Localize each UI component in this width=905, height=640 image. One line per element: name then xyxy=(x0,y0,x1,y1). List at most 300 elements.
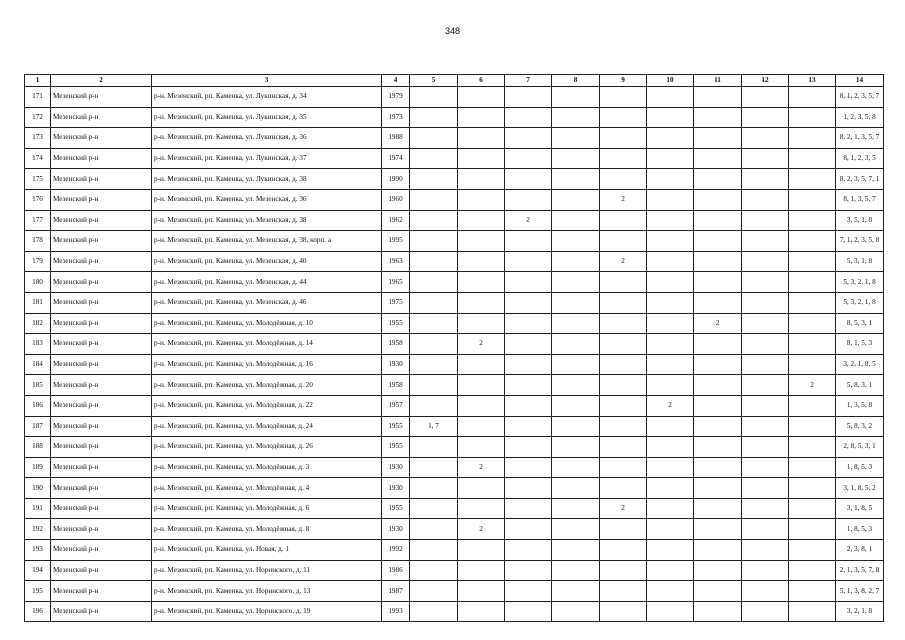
table-cell-col-8 xyxy=(552,169,600,190)
table-cell-col-11 xyxy=(694,540,742,561)
table-cell-col-2: Мезенский р-н xyxy=(51,601,152,622)
table-cell-col-9 xyxy=(600,334,647,355)
table-cell-col-14: 7, 1, 2, 3, 5, 8 xyxy=(836,231,884,252)
table-cell-col-13 xyxy=(789,210,836,231)
column-header-4: 4 xyxy=(382,75,410,87)
table-cell-col-7 xyxy=(505,457,552,478)
table-cell-col-4: 1958 xyxy=(382,334,410,355)
table-cell-col-8 xyxy=(552,87,600,108)
table-cell-col-7 xyxy=(505,189,552,210)
table-cell-col-14: 5, 8, 3, 2 xyxy=(836,416,884,437)
table-cell-col-2: Мезенский р-н xyxy=(51,189,152,210)
table-cell-col-1: 172 xyxy=(25,107,51,128)
table-cell-col-6 xyxy=(458,292,505,313)
table-cell-col-4: 1962 xyxy=(382,210,410,231)
table-cell-col-5 xyxy=(410,437,458,458)
table-cell-col-1: 180 xyxy=(25,272,51,293)
table-cell-col-2: Мезенский р-н xyxy=(51,107,152,128)
table-cell-col-9 xyxy=(600,292,647,313)
table-row xyxy=(25,540,884,561)
table-cell-col-6 xyxy=(458,601,505,622)
table-cell-col-8 xyxy=(552,601,600,622)
table-cell-col-6 xyxy=(458,540,505,561)
table-row xyxy=(25,601,884,622)
table-cell-col-5 xyxy=(410,251,458,272)
table-cell-col-13 xyxy=(789,148,836,169)
table-cell-col-11 xyxy=(694,231,742,252)
table-cell-col-8 xyxy=(552,437,600,458)
table-cell-col-9 xyxy=(600,478,647,499)
table-cell-col-11 xyxy=(694,375,742,396)
column-header-14: 14 xyxy=(836,75,884,87)
table-cell-col-4: 1958 xyxy=(382,375,410,396)
table-cell-col-5 xyxy=(410,148,458,169)
table-cell-col-6 xyxy=(458,498,505,519)
table-cell-col-8 xyxy=(552,395,600,416)
table-cell-col-2: Мезенский р-н xyxy=(51,251,152,272)
table-cell-col-12 xyxy=(742,395,789,416)
table-cell-col-2: Мезенский р-н xyxy=(51,375,152,396)
table-cell-col-8 xyxy=(552,540,600,561)
table-cell-col-3: р-н. Мезенский, рп. Каменка, ул. Мезенская, д. 38 xyxy=(152,210,382,231)
table-cell-col-4: 1957 xyxy=(382,395,410,416)
table-cell-col-11: 2 xyxy=(694,313,742,334)
table-cell-col-10 xyxy=(647,148,694,169)
table-cell-col-14: 2, 8, 5, 3, 1 xyxy=(836,437,884,458)
table-cell-col-13 xyxy=(789,107,836,128)
table-cell-col-11 xyxy=(694,498,742,519)
table-cell-col-7 xyxy=(505,478,552,499)
table-cell-col-3: р-н. Мезенский, рп. Каменка, ул. Мезенская, д. 44 xyxy=(152,272,382,293)
column-header-10: 10 xyxy=(647,75,694,87)
table-cell-col-4: 1988 xyxy=(382,128,410,149)
table-cell-col-10 xyxy=(647,478,694,499)
table-cell-col-7 xyxy=(505,251,552,272)
table-cell-col-10 xyxy=(647,169,694,190)
table-cell-col-12 xyxy=(742,457,789,478)
table-cell-col-4: 1930 xyxy=(382,354,410,375)
table-cell-col-10 xyxy=(647,210,694,231)
table-cell-col-13 xyxy=(789,251,836,272)
table-cell-col-5 xyxy=(410,189,458,210)
table-cell-col-13 xyxy=(789,292,836,313)
table-cell-col-8 xyxy=(552,334,600,355)
table-cell-col-1: 196 xyxy=(25,601,51,622)
table-cell-col-12 xyxy=(742,519,789,540)
table-cell-col-8 xyxy=(552,107,600,128)
table-cell-col-1: 193 xyxy=(25,540,51,561)
table-row xyxy=(25,581,884,602)
table-cell-col-10 xyxy=(647,128,694,149)
table-cell-col-9 xyxy=(600,231,647,252)
column-header-2: 2 xyxy=(51,75,152,87)
table-row xyxy=(25,313,884,334)
table-cell-col-9 xyxy=(600,581,647,602)
table-cell-col-6 xyxy=(458,437,505,458)
table-cell-col-13 xyxy=(789,395,836,416)
table-cell-col-10 xyxy=(647,313,694,334)
table-cell-col-4: 1955 xyxy=(382,313,410,334)
table-cell-col-2: Мезенский р-н xyxy=(51,272,152,293)
table-row xyxy=(25,478,884,499)
table-cell-col-13 xyxy=(789,581,836,602)
table-cell-col-13 xyxy=(789,519,836,540)
table-cell-col-5 xyxy=(410,540,458,561)
table-cell-col-11 xyxy=(694,334,742,355)
table-cell-col-6 xyxy=(458,354,505,375)
table-cell-col-12 xyxy=(742,128,789,149)
table-cell-col-11 xyxy=(694,107,742,128)
table-cell-col-10 xyxy=(647,437,694,458)
table-row xyxy=(25,128,884,149)
table-cell-col-5 xyxy=(410,292,458,313)
table-cell-col-4: 1992 xyxy=(382,540,410,561)
table-cell-col-10 xyxy=(647,292,694,313)
table-row xyxy=(25,437,884,458)
table-cell-col-12 xyxy=(742,560,789,581)
table-cell-col-7 xyxy=(505,581,552,602)
table-cell-col-14: 2, 3, 8, 1 xyxy=(836,540,884,561)
table-cell-col-9 xyxy=(600,416,647,437)
column-header-7: 7 xyxy=(505,75,552,87)
table-cell-col-13 xyxy=(789,87,836,108)
table-cell-col-14: 3, 1, 8, 5, 2 xyxy=(836,478,884,499)
table-cell-col-13 xyxy=(789,354,836,375)
table-cell-col-5 xyxy=(410,210,458,231)
table-header xyxy=(25,75,884,87)
table-cell-col-6 xyxy=(458,272,505,293)
table-cell-col-3: р-н. Мезенский, рп. Каменка, ул. Молодёжная, д. 16 xyxy=(152,354,382,375)
table-cell-col-7 xyxy=(505,107,552,128)
table-cell-col-7 xyxy=(505,560,552,581)
table-cell-col-8 xyxy=(552,560,600,581)
table-cell-col-2: Мезенский р-н xyxy=(51,292,152,313)
table-cell-col-8 xyxy=(552,519,600,540)
table-cell-col-10 xyxy=(647,560,694,581)
table-cell-col-3: р-н. Мезенский, рп. Каменка, ул. Лукинская, д. 35 xyxy=(152,107,382,128)
table-cell-col-4: 1986 xyxy=(382,560,410,581)
table-cell-col-11 xyxy=(694,128,742,149)
table-cell-col-13 xyxy=(789,231,836,252)
table-cell-col-10 xyxy=(647,519,694,540)
table-cell-col-7 xyxy=(505,540,552,561)
table-cell-col-8 xyxy=(552,478,600,499)
table-cell-col-11 xyxy=(694,478,742,499)
table-cell-col-13 xyxy=(789,128,836,149)
table-cell-col-12 xyxy=(742,292,789,313)
table-cell-col-3: р-н. Мезенский, рп. Каменка, ул. Молодёжная, д. 10 xyxy=(152,313,382,334)
table-cell-col-3: р-н. Мезенский, рп. Каменка, ул. Лукинская, д. 36 xyxy=(152,128,382,149)
table-cell-col-6 xyxy=(458,128,505,149)
column-header-5: 5 xyxy=(410,75,458,87)
table-cell-col-2: Мезенский р-н xyxy=(51,354,152,375)
table-cell-col-1: 182 xyxy=(25,313,51,334)
column-header-8: 8 xyxy=(552,75,600,87)
table-cell-col-6 xyxy=(458,375,505,396)
table-cell-col-1: 188 xyxy=(25,437,51,458)
table-cell-col-7 xyxy=(505,519,552,540)
table-cell-col-9 xyxy=(600,601,647,622)
table-cell-col-13 xyxy=(789,601,836,622)
table-cell-col-2: Мезенский р-н xyxy=(51,87,152,108)
table-cell-col-9 xyxy=(600,272,647,293)
table-cell-col-10 xyxy=(647,540,694,561)
column-header-13: 13 xyxy=(789,75,836,87)
table-cell-col-5 xyxy=(410,375,458,396)
table-cell-col-2: Мезенский р-н xyxy=(51,437,152,458)
table-cell-col-2: Мезенский р-н xyxy=(51,334,152,355)
table-cell-col-3: р-н. Мезенский, рп. Каменка, ул. Молодёжная, д. 22 xyxy=(152,395,382,416)
column-header-3: 3 xyxy=(152,75,382,87)
table-cell-col-7 xyxy=(505,375,552,396)
table-row xyxy=(25,519,884,540)
table-cell-col-9 xyxy=(600,210,647,231)
table-cell-col-1: 183 xyxy=(25,334,51,355)
table-cell-col-14: 5, 3, 2, 1, 8 xyxy=(836,272,884,293)
table-cell-col-5 xyxy=(410,334,458,355)
table-cell-col-7 xyxy=(505,334,552,355)
table-cell-col-10: 2 xyxy=(647,395,694,416)
table-cell-col-8 xyxy=(552,354,600,375)
table-cell-col-11 xyxy=(694,87,742,108)
table-cell-col-6 xyxy=(458,560,505,581)
table-cell-col-1: 176 xyxy=(25,189,51,210)
table-cell-col-10 xyxy=(647,375,694,396)
table-cell-col-4: 1974 xyxy=(382,148,410,169)
table-cell-col-9 xyxy=(600,437,647,458)
table-cell-col-3: р-н. Мезенский, рп. Каменка, ул. Молодёжная, д. 8 xyxy=(152,519,382,540)
table-cell-col-11 xyxy=(694,210,742,231)
table-cell-col-12 xyxy=(742,313,789,334)
table-cell-col-14: 8, 2, 1, 3, 5, 7 xyxy=(836,128,884,149)
table-cell-col-6 xyxy=(458,251,505,272)
table-cell-col-3: р-н. Мезенский, рп. Каменка, ул. Молодёжная, д. 14 xyxy=(152,334,382,355)
table-cell-col-2: Мезенский р-н xyxy=(51,478,152,499)
table-cell-col-13 xyxy=(789,272,836,293)
table-cell-col-2: Мезенский р-н xyxy=(51,210,152,231)
table-cell-col-11 xyxy=(694,560,742,581)
table-cell-col-6 xyxy=(458,107,505,128)
table-cell-col-12 xyxy=(742,107,789,128)
table-cell-col-4: 1973 xyxy=(382,107,410,128)
table-cell-col-7 xyxy=(505,148,552,169)
table-cell-col-13: 2 xyxy=(789,375,836,396)
table-cell-col-14: 1, 2, 3, 5, 8 xyxy=(836,107,884,128)
table-cell-col-9: 2 xyxy=(600,189,647,210)
table-cell-col-14: 8, 1, 2, 3, 5 xyxy=(836,148,884,169)
table-cell-col-10 xyxy=(647,107,694,128)
table-cell-col-1: 175 xyxy=(25,169,51,190)
table-cell-col-2: Мезенский р-н xyxy=(51,395,152,416)
table-cell-col-3: р-н. Мезенский, рп. Каменка, ул. Лукинская, д. 37 xyxy=(152,148,382,169)
table-cell-col-14: 5, 8, 3, 1 xyxy=(836,375,884,396)
header-row xyxy=(25,75,884,87)
table-row xyxy=(25,231,884,252)
table-cell-col-2: Мезенский р-н xyxy=(51,519,152,540)
table-cell-col-11 xyxy=(694,292,742,313)
table-cell-col-14: 1, 3, 5, 8 xyxy=(836,395,884,416)
table-cell-col-2: Мезенский р-н xyxy=(51,457,152,478)
table-cell-col-10 xyxy=(647,457,694,478)
table-cell-col-12 xyxy=(742,210,789,231)
table-row xyxy=(25,148,884,169)
table-cell-col-12 xyxy=(742,189,789,210)
table-cell-col-13 xyxy=(789,416,836,437)
table-cell-col-12 xyxy=(742,437,789,458)
table-cell-col-6 xyxy=(458,416,505,437)
table-cell-col-10 xyxy=(647,354,694,375)
table-cell-col-2: Мезенский р-н xyxy=(51,169,152,190)
table-cell-col-10 xyxy=(647,189,694,210)
table-cell-col-6: 2 xyxy=(458,457,505,478)
table-cell-col-10 xyxy=(647,231,694,252)
table-cell-col-2: Мезенский р-н xyxy=(51,560,152,581)
table-cell-col-1: 179 xyxy=(25,251,51,272)
table-cell-col-11 xyxy=(694,519,742,540)
table-cell-col-11 xyxy=(694,416,742,437)
table-cell-col-1: 190 xyxy=(25,478,51,499)
table-cell-col-4: 1930 xyxy=(382,478,410,499)
table-row xyxy=(25,354,884,375)
table-cell-col-5 xyxy=(410,107,458,128)
table-cell-col-13 xyxy=(789,169,836,190)
table-cell-col-7 xyxy=(505,87,552,108)
table-cell-col-14: 5, 3, 1, 8 xyxy=(836,251,884,272)
table-cell-col-5 xyxy=(410,313,458,334)
table-cell-col-7 xyxy=(505,169,552,190)
registry-table xyxy=(24,74,884,622)
table-cell-col-2: Мезенский р-н xyxy=(51,128,152,149)
table-cell-col-5 xyxy=(410,395,458,416)
table-cell-col-6 xyxy=(458,231,505,252)
table-cell-col-9 xyxy=(600,87,647,108)
table-cell-col-9 xyxy=(600,148,647,169)
table-cell-col-13 xyxy=(789,457,836,478)
table-cell-col-12 xyxy=(742,251,789,272)
table-row xyxy=(25,210,884,231)
table-cell-col-3: р-н. Мезенский, рп. Каменка, ул. Молодёжная, д. 6 xyxy=(152,498,382,519)
table-cell-col-9 xyxy=(600,354,647,375)
table-cell-col-14: 8, 1, 3, 5, 7 xyxy=(836,189,884,210)
table-cell-col-1: 181 xyxy=(25,292,51,313)
table-cell-col-2: Мезенский р-н xyxy=(51,313,152,334)
table-cell-col-13 xyxy=(789,437,836,458)
table-cell-col-13 xyxy=(789,478,836,499)
table-cell-col-3: р-н. Мезенский, рп. Каменка, ул. Мезенская, д. 36 xyxy=(152,189,382,210)
table-cell-col-3: р-н. Мезенский, рп. Каменка, ул. Молодёжная, д. 20 xyxy=(152,375,382,396)
table-cell-col-8 xyxy=(552,457,600,478)
table-cell-col-2: Мезенский р-н xyxy=(51,498,152,519)
table-cell-col-5 xyxy=(410,498,458,519)
table-cell-col-4: 1955 xyxy=(382,416,410,437)
table-cell-col-1: 186 xyxy=(25,395,51,416)
table-cell-col-12 xyxy=(742,354,789,375)
table-cell-col-8 xyxy=(552,313,600,334)
table-cell-col-11 xyxy=(694,457,742,478)
table-row xyxy=(25,169,884,190)
column-header-9: 9 xyxy=(600,75,647,87)
table-cell-col-6 xyxy=(458,189,505,210)
table-cell-col-12 xyxy=(742,601,789,622)
table-cell-col-5 xyxy=(410,272,458,293)
table-cell-col-6 xyxy=(458,169,505,190)
table-cell-col-4: 1955 xyxy=(382,498,410,519)
table-cell-col-3: р-н. Мезенский, рп. Каменка, ул. Молодёжная, д. 24 xyxy=(152,416,382,437)
table-cell-col-1: 173 xyxy=(25,128,51,149)
table-cell-col-13 xyxy=(789,560,836,581)
table-cell-col-5 xyxy=(410,581,458,602)
table-cell-col-12 xyxy=(742,148,789,169)
table-cell-col-1: 192 xyxy=(25,519,51,540)
table-row xyxy=(25,251,884,272)
table-cell-col-12 xyxy=(742,169,789,190)
table-cell-col-7 xyxy=(505,601,552,622)
table-cell-col-9 xyxy=(600,560,647,581)
table-cell-col-7: 2 xyxy=(505,210,552,231)
table-cell-col-13 xyxy=(789,189,836,210)
table-cell-col-3: р-н. Мезенский, рп. Каменка, ул. Новая, д. 1 xyxy=(152,540,382,561)
table-cell-col-4: 1930 xyxy=(382,519,410,540)
table-cell-col-13 xyxy=(789,540,836,561)
table-cell-col-11 xyxy=(694,148,742,169)
table-cell-col-14: 1, 8, 5, 3 xyxy=(836,457,884,478)
table-cell-col-9: 2 xyxy=(600,251,647,272)
table-cell-col-2: Мезенский р-н xyxy=(51,416,152,437)
table-cell-col-9 xyxy=(600,519,647,540)
table-cell-col-3: р-н. Мезенский, рп. Каменка, ул. Норинского, д. 11 xyxy=(152,560,382,581)
table-cell-col-12 xyxy=(742,87,789,108)
table-row xyxy=(25,189,884,210)
table-cell-col-4: 1975 xyxy=(382,292,410,313)
table-cell-col-5 xyxy=(410,457,458,478)
table-cell-col-4: 1960 xyxy=(382,189,410,210)
table-cell-col-5 xyxy=(410,560,458,581)
table-cell-col-6 xyxy=(458,395,505,416)
table-body xyxy=(25,87,884,622)
table-cell-col-1: 191 xyxy=(25,498,51,519)
table-row xyxy=(25,498,884,519)
table-cell-col-11 xyxy=(694,395,742,416)
table-cell-col-1: 177 xyxy=(25,210,51,231)
table-cell-col-8 xyxy=(552,231,600,252)
table-cell-col-14: 2, 1, 3, 5, 7, 8 xyxy=(836,560,884,581)
table-cell-col-6: 2 xyxy=(458,519,505,540)
table-cell-col-9 xyxy=(600,395,647,416)
table-row xyxy=(25,292,884,313)
table-cell-col-9 xyxy=(600,169,647,190)
table-cell-col-6: 2 xyxy=(458,334,505,355)
table-cell-col-12 xyxy=(742,581,789,602)
table-cell-col-10 xyxy=(647,334,694,355)
table-cell-col-7 xyxy=(505,292,552,313)
table-row xyxy=(25,457,884,478)
table-cell-col-8 xyxy=(552,581,600,602)
table-cell-col-5 xyxy=(410,128,458,149)
table-cell-col-8 xyxy=(552,128,600,149)
table-cell-col-1: 178 xyxy=(25,231,51,252)
table-cell-col-11 xyxy=(694,354,742,375)
table-cell-col-4: 1930 xyxy=(382,457,410,478)
table-cell-col-12 xyxy=(742,334,789,355)
table-cell-col-7 xyxy=(505,128,552,149)
table-row xyxy=(25,416,884,437)
table-cell-col-5 xyxy=(410,354,458,375)
column-header-11: 11 xyxy=(694,75,742,87)
table-cell-col-7 xyxy=(505,395,552,416)
table-cell-col-6 xyxy=(458,148,505,169)
table-cell-col-11 xyxy=(694,251,742,272)
table-cell-col-10 xyxy=(647,416,694,437)
